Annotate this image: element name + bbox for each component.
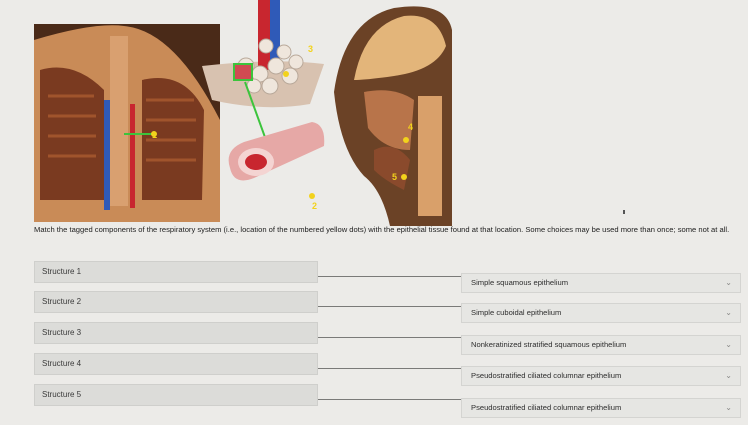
selected-value: Simple cuboidal epithelium: [471, 308, 562, 317]
structure-4-select[interactable]: [461, 366, 741, 386]
marker-5: 5: [392, 172, 398, 182]
selected-value: Pseudostratified ciliated columnar epithelium: [471, 371, 622, 380]
structure-4-label: Structure 4: [34, 353, 318, 375]
structure-5-select[interactable]: [461, 398, 741, 418]
structure-1-select[interactable]: [461, 273, 741, 293]
structure-3-label: Structure 3: [34, 322, 318, 344]
marker-4: 4: [408, 122, 414, 132]
connector-line: [318, 276, 462, 277]
marker-3: 3: [308, 44, 314, 54]
figure-illustration: [34, 0, 452, 226]
bronchiole-tube: [229, 122, 325, 180]
structure-2-label: Structure 2: [34, 291, 318, 313]
marker-2: 2: [312, 201, 318, 211]
alveolus-highlight: [234, 64, 252, 80]
selected-value: Pseudostratified ciliated columnar epithelium: [471, 403, 622, 412]
structure-5-label: Structure 5: [34, 384, 318, 406]
chevron-down-icon: ⌄: [725, 403, 732, 412]
marker-1: 1: [152, 130, 158, 140]
structure-1-label: Structure 1: [34, 261, 318, 283]
chevron-down-icon: ⌄: [725, 308, 732, 317]
chevron-down-icon: ⌄: [725, 278, 732, 287]
selected-value: Simple squamous epithelium: [471, 278, 569, 287]
connector-line: [318, 399, 462, 400]
selected-value: Nonkeratinized stratified squamous epithelium: [471, 340, 627, 349]
connector-line: [318, 306, 462, 307]
mouse-cursor: [623, 210, 625, 214]
structure-2-select[interactable]: [461, 303, 741, 323]
connector-line: [318, 368, 462, 369]
chevron-down-icon: ⌄: [725, 371, 732, 380]
connector-line: [318, 337, 462, 338]
chevron-down-icon: ⌄: [725, 340, 732, 349]
question-prompt: Match the tagged components of the respiratory system (i.e., location of the numbered yellow dots) with the epithelial tissue found at that location. Some choices may be used more than once; some not at all.: [34, 225, 730, 234]
respiratory-figure: [34, 0, 452, 226]
structure-3-select[interactable]: [461, 335, 741, 355]
